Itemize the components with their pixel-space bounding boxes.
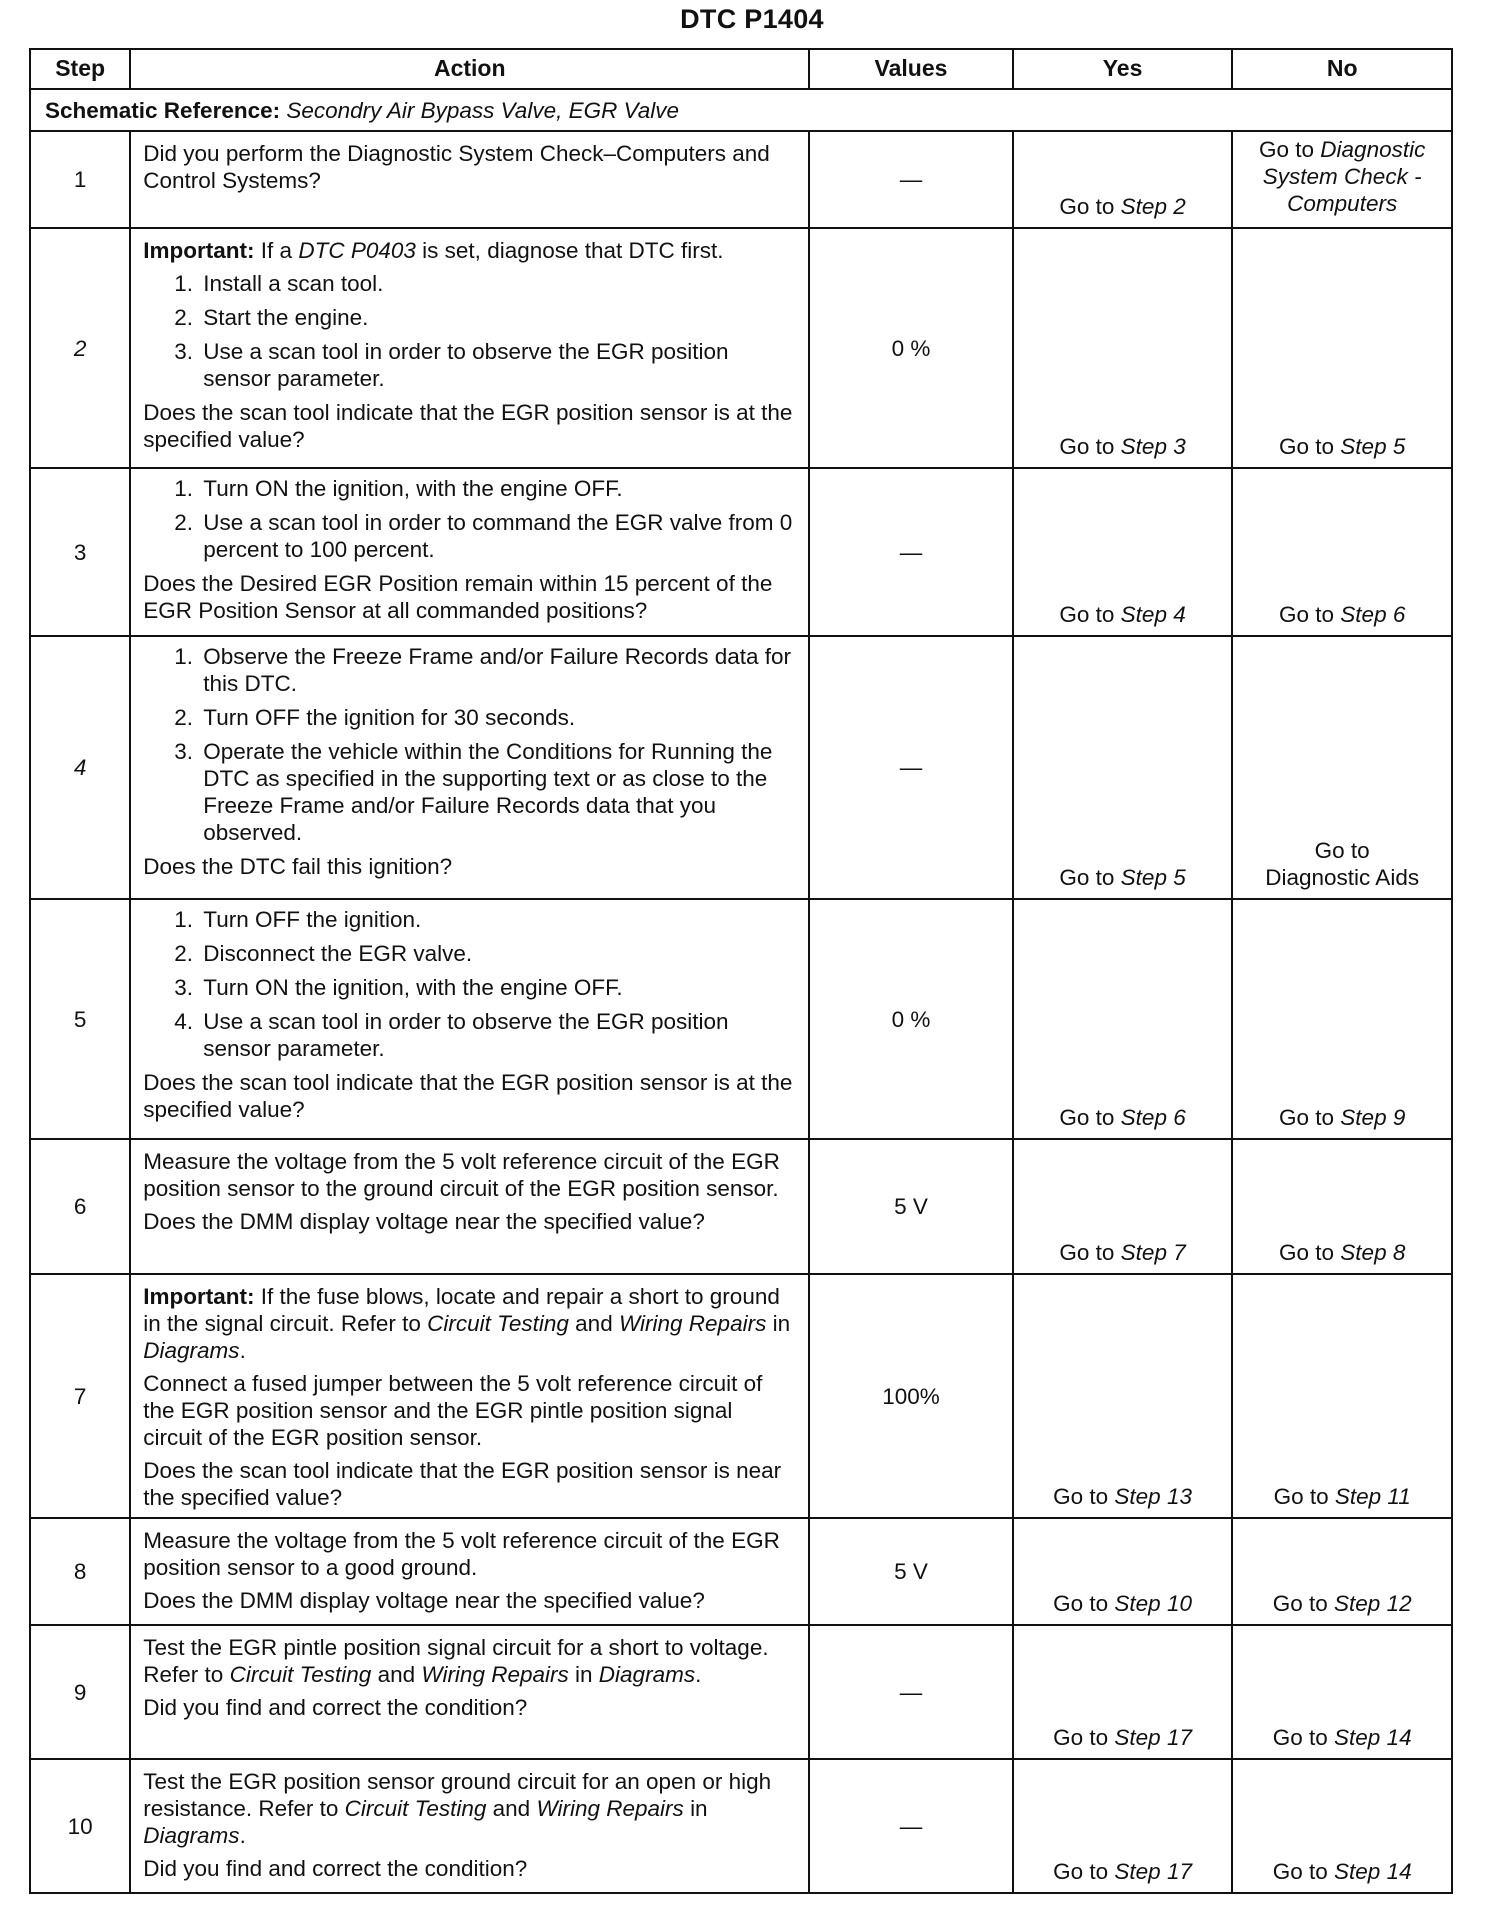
ref-link: Circuit Testing xyxy=(229,1662,372,1687)
action-sentence: Test the EGR pintle position signal circuit for a short to voltage. Refer to xyxy=(143,1635,769,1687)
important-note: Important: If the fuse blows, locate and repair a short to ground in the signal circuit. Refer to Circuit Testing and Wiring Repairs in Diagrams. xyxy=(143,1284,791,1363)
step-number: 1 xyxy=(30,131,130,228)
yes-cell xyxy=(1013,636,1233,899)
important-note xyxy=(143,237,794,264)
schematic-label: Schematic Reference: xyxy=(45,97,281,123)
list-item: 3. Use a scan tool in order to observe the EGR position sensor parameter. xyxy=(199,338,794,392)
list-item: 3. Operate the vehicle within the Conditions for Running the DTC as specified in the supporting text or as close to the Freeze Frame and/or Failure Records data that you observed. xyxy=(199,738,794,846)
no-target: Step 14 xyxy=(1334,1725,1412,1750)
action-sentence: Test the EGR position sensor ground circuit for an open or high resistance. Refer to xyxy=(143,1769,772,1821)
question-text: Did you find and correct the condition? xyxy=(143,1856,528,1881)
no-cell xyxy=(1232,899,1452,1139)
go-to-label: Go to xyxy=(1272,1725,1328,1750)
action-text: Test the EGR position sensor ground circuit for an open or high resistance. Refer to Circuit Testing and Wiring Repairs in Diagrams. xyxy=(143,1769,772,1848)
table-row xyxy=(30,468,1452,636)
yes-target: Step 6 xyxy=(1120,1105,1186,1130)
yes-cell xyxy=(1013,468,1233,636)
yes-target: Step 7 xyxy=(1120,1240,1186,1265)
list-item: 2. Start the engine. xyxy=(199,304,794,331)
value-cell: 0 % xyxy=(809,228,1013,468)
value-cell: — xyxy=(809,468,1013,636)
go-to-label: Go to xyxy=(1059,1105,1115,1130)
conj-text: and xyxy=(492,1796,531,1821)
schematic-reference xyxy=(30,89,1452,131)
ref-link: Diagrams xyxy=(143,1338,240,1363)
action-text: Connect a fused jumper between the 5 volt reference circuit of the EGR position sensor and the EGR pintle position signal circuit of the EGR position sensor. xyxy=(143,1371,763,1450)
yes-target: Step 17 xyxy=(1114,1725,1192,1750)
ref-link: Circuit Testing xyxy=(344,1796,487,1821)
yes-target: Step 2 xyxy=(1120,194,1186,219)
action-cell xyxy=(130,899,809,1139)
no-cell xyxy=(1232,1518,1452,1625)
no-target: Step 6 xyxy=(1340,602,1406,627)
no-target: Step 11 xyxy=(1334,1484,1411,1509)
yes-cell xyxy=(1013,899,1233,1139)
go-to-label: Go to xyxy=(1059,434,1115,459)
table-row xyxy=(30,1274,1452,1518)
list-item: 1. Turn ON the ignition, with the engine OFF. xyxy=(199,475,794,502)
go-to-label: Go to xyxy=(1279,1105,1335,1130)
step-number: 8 xyxy=(30,1518,130,1625)
question-text: Does the scan tool indicate that the EGR position sensor is at the specified value? xyxy=(143,1070,793,1122)
no-target: Step 5 xyxy=(1340,434,1406,459)
step-number: 3 xyxy=(30,468,130,636)
action-text: Measure the voltage from the 5 volt reference circuit of the EGR position sensor to a good ground. xyxy=(143,1528,780,1580)
go-to-label: Go to xyxy=(1272,1859,1328,1884)
no-target: Step 8 xyxy=(1340,1240,1406,1265)
header-values: Values xyxy=(809,49,1013,89)
list-item: 1. Turn OFF the ignition. xyxy=(199,906,794,933)
important-text: If a xyxy=(260,238,293,263)
go-to-label: Go to xyxy=(1279,602,1335,627)
step-list xyxy=(143,270,794,392)
conj-text: in xyxy=(690,1796,708,1821)
no-target: Diagnostic Aids xyxy=(1265,865,1420,890)
list-item: 1. Install a scan tool. xyxy=(199,270,794,297)
step-number: 10 xyxy=(30,1759,130,1893)
yes-cell xyxy=(1013,1759,1233,1893)
question-text: Does the scan tool indicate that the EGR position sensor is near the specified value? xyxy=(143,1458,782,1510)
no-cell xyxy=(1232,1759,1452,1893)
important-text: is set, diagnose that DTC first. xyxy=(422,238,724,263)
go-to-label: Go to xyxy=(1059,194,1115,219)
yes-target: Step 17 xyxy=(1114,1859,1192,1884)
action-cell xyxy=(130,131,809,228)
list-item: 2. Use a scan tool in order to command the EGR valve from 0 percent to 100 percent. xyxy=(199,509,794,563)
value-cell: 0 % xyxy=(809,899,1013,1139)
go-to-label: Go to xyxy=(1053,1725,1109,1750)
go-to-label: Go to xyxy=(1273,1484,1329,1509)
yes-target: Step 13 xyxy=(1114,1484,1192,1509)
list-item: 2. Turn OFF the ignition for 30 seconds. xyxy=(199,704,794,731)
no-cell xyxy=(1232,1274,1452,1518)
header-no: No xyxy=(1232,49,1452,89)
header-step: Step xyxy=(30,49,130,89)
important-em: DTC P0403 xyxy=(298,238,416,263)
yes-cell xyxy=(1013,228,1233,468)
conj-text: in xyxy=(575,1662,593,1687)
yes-cell xyxy=(1013,1274,1233,1518)
value-cell: — xyxy=(809,1759,1013,1893)
action-cell xyxy=(130,1139,809,1274)
step-number: 4 xyxy=(30,636,130,899)
go-to-label: Go to xyxy=(1059,602,1115,627)
ref-link: Circuit Testing xyxy=(427,1311,569,1336)
yes-target: Step 5 xyxy=(1120,865,1186,890)
value-cell: 5 V xyxy=(809,1518,1013,1625)
conj-text: and xyxy=(377,1662,416,1687)
ref-link: Wiring Repairs xyxy=(421,1662,569,1687)
step-number: 7 xyxy=(30,1274,130,1518)
no-cell xyxy=(1232,636,1452,899)
yes-target: Step 10 xyxy=(1114,1591,1192,1616)
go-to-label: Go to xyxy=(1053,1591,1109,1616)
yes-cell xyxy=(1013,1625,1233,1759)
table-row xyxy=(30,1139,1452,1274)
value-cell: — xyxy=(809,636,1013,899)
action-cell xyxy=(130,1274,809,1518)
value-cell: 5 V xyxy=(809,1139,1013,1274)
step-list xyxy=(143,643,794,846)
go-to-label: Go to xyxy=(1279,434,1335,459)
step-list xyxy=(143,475,794,563)
yes-cell xyxy=(1013,1139,1233,1274)
value-cell: 100% xyxy=(809,1274,1013,1518)
table-row xyxy=(30,131,1452,228)
table-row xyxy=(30,228,1452,468)
ref-link: Wiring Repairs xyxy=(618,1311,767,1336)
action-cell xyxy=(130,228,809,468)
question-text: Did you find and correct the condition? xyxy=(143,1695,528,1720)
step-number: 9 xyxy=(30,1625,130,1759)
question-text: Does the Desired EGR Position remain within 15 percent of the EGR Position Sensor at all commanded positions? xyxy=(143,571,773,623)
yes-cell xyxy=(1013,131,1233,228)
action-cell xyxy=(130,468,809,636)
schematic-row xyxy=(30,89,1452,131)
dtc-table xyxy=(29,48,1453,1894)
table-row xyxy=(30,1759,1452,1893)
header-yes: Yes xyxy=(1013,49,1233,89)
go-to-label: Go to xyxy=(1279,1240,1335,1265)
action-cell xyxy=(130,1625,809,1759)
action-cell xyxy=(130,1518,809,1625)
step-number: 6 xyxy=(30,1139,130,1274)
step-list xyxy=(143,906,794,1062)
question-text: Does the DTC fail this ignition? xyxy=(143,854,453,879)
no-target: Step 12 xyxy=(1334,1591,1412,1616)
value-cell: — xyxy=(809,1625,1013,1759)
step-number: 5 xyxy=(30,899,130,1139)
step-number: 2 xyxy=(30,228,130,468)
table-row xyxy=(30,899,1452,1139)
header-row xyxy=(30,49,1452,89)
no-target: Step 9 xyxy=(1340,1105,1406,1130)
conj-text: and xyxy=(575,1311,613,1336)
table-row xyxy=(30,636,1452,899)
list-item: 2. Disconnect the EGR valve. xyxy=(199,940,794,967)
important-text: If the fuse blows, locate and repair a short to ground in the signal circuit. Refer to xyxy=(143,1284,780,1336)
action-text: Test the EGR pintle position signal circuit for a short to voltage. Refer to Circuit Testing and Wiring Repairs in Diagrams. xyxy=(143,1635,769,1687)
no-cell xyxy=(1232,1139,1452,1274)
ref-link: Wiring Repairs xyxy=(536,1796,684,1821)
list-item: 4. Use a scan tool in order to observe the EGR position sensor parameter. xyxy=(199,1008,794,1062)
no-target: Step 14 xyxy=(1334,1859,1412,1884)
action-text: Measure the voltage from the 5 volt reference circuit of the EGR position sensor to the ground circuit of the EGR position sensor. xyxy=(143,1149,780,1201)
list-item: 3. Turn ON the ignition, with the engine OFF. xyxy=(199,974,794,1001)
value-cell: — xyxy=(809,131,1013,228)
go-to-label: Go to xyxy=(1272,1591,1328,1616)
list-item: 1. Observe the Freeze Frame and/or Failure Records data for this DTC. xyxy=(199,643,794,697)
yes-target: Step 3 xyxy=(1120,434,1186,459)
no-cell xyxy=(1232,1625,1452,1759)
action-cell xyxy=(130,1759,809,1893)
table-row xyxy=(30,1518,1452,1625)
ref-link: Diagrams xyxy=(598,1662,696,1687)
yes-target: Step 4 xyxy=(1120,602,1186,627)
question-text: Does the DMM display voltage near the specified value? xyxy=(143,1588,705,1613)
go-to-label: Go to xyxy=(1314,838,1370,863)
no-cell xyxy=(1232,131,1452,228)
go-to-label: Go to xyxy=(1053,1484,1109,1509)
header-action: Action xyxy=(130,49,809,89)
go-to-label: Go to xyxy=(1259,137,1315,162)
go-to-label: Go to xyxy=(1059,1240,1115,1265)
yes-cell xyxy=(1013,1518,1233,1625)
conj-text: in xyxy=(772,1311,791,1336)
action-cell xyxy=(130,636,809,899)
schematic-text: Secondry Air Bypass Valve, EGR Valve xyxy=(286,97,680,123)
no-cell xyxy=(1232,468,1452,636)
no-target: Diagnostic System Check - Computers xyxy=(1262,137,1426,216)
go-to-label: Go to xyxy=(1053,1859,1109,1884)
question-text: Does the scan tool indicate that the EGR position sensor is at the specified value? xyxy=(143,400,793,452)
page-title: DTC P1404 xyxy=(680,4,824,34)
ref-link: Diagrams xyxy=(143,1823,240,1848)
table-row xyxy=(30,1625,1452,1759)
question-text: Does the DMM display voltage near the specified value? xyxy=(143,1209,705,1234)
important-label: Important: xyxy=(143,238,255,263)
go-to-label: Go to xyxy=(1059,865,1115,890)
important-label: Important: xyxy=(143,1284,255,1309)
question-text: Did you perform the Diagnostic System Check–Computers and Control Systems? xyxy=(143,141,770,193)
no-cell xyxy=(1232,228,1452,468)
